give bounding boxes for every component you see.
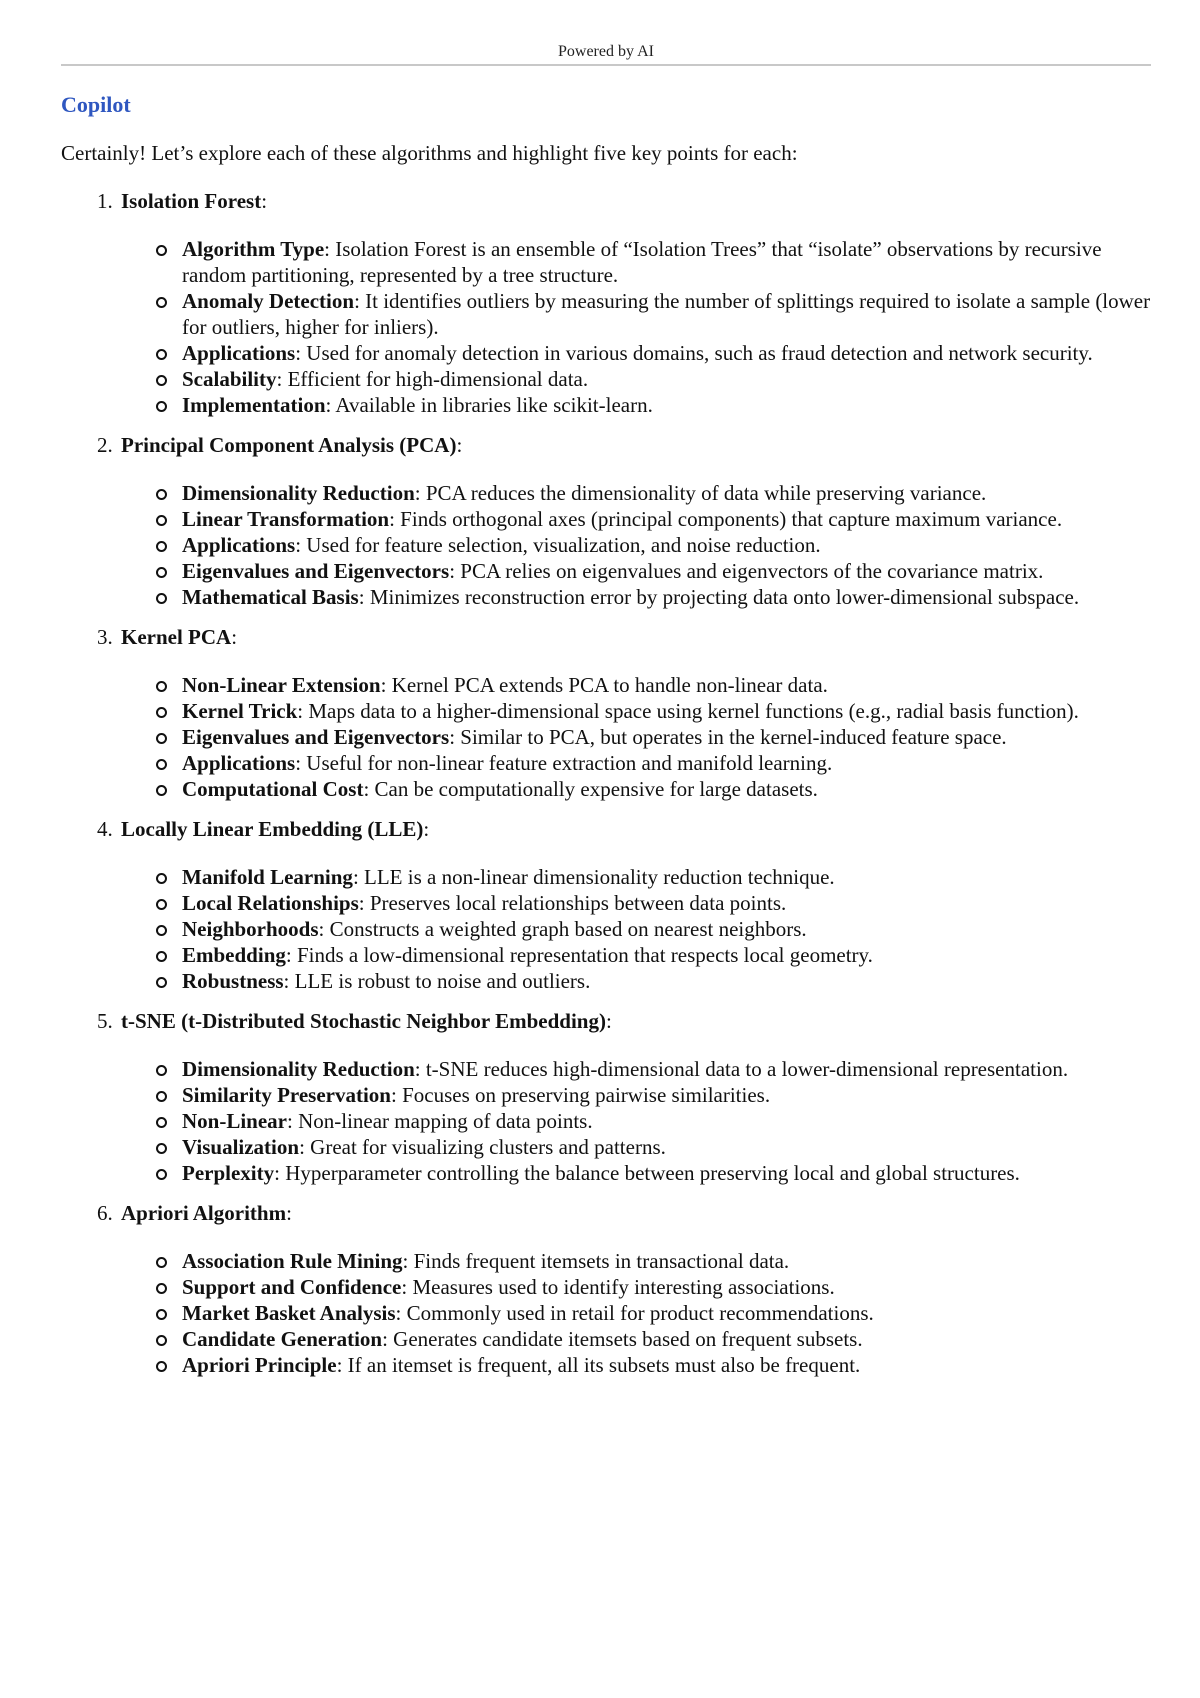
key-point-item xyxy=(182,340,1151,366)
algorithm-suffix: : xyxy=(423,817,430,841)
key-point-item xyxy=(182,532,1151,558)
key-point-item xyxy=(182,236,1151,288)
key-point-item xyxy=(182,890,1151,916)
header-divider xyxy=(61,64,1151,66)
algorithm-list xyxy=(61,188,1151,1378)
key-point-item xyxy=(182,584,1151,610)
key-point-description: : Can be computationally expensive for large datasets. xyxy=(363,777,818,801)
key-point-description: : Constructs a weighted graph based on nearest neighbors. xyxy=(318,917,807,941)
circle-bullet-icon xyxy=(156,759,167,770)
key-point-item xyxy=(182,942,1151,968)
algorithm-item xyxy=(61,432,1151,610)
algorithm-suffix: : xyxy=(261,189,268,213)
key-point-term: Kernel Trick xyxy=(182,699,298,723)
circle-bullet-icon xyxy=(156,1091,167,1102)
key-point-description: : Maps data to a higher-dimensional space using kernel functions (e.g., radial basis function). xyxy=(297,699,1079,723)
algorithm-suffix: : xyxy=(456,433,463,457)
algorithm-item xyxy=(61,624,1151,802)
algorithm-number: 3. xyxy=(97,625,113,649)
key-point-item xyxy=(182,1300,1151,1326)
key-point-term: Applications xyxy=(182,751,296,775)
key-point-term: Perplexity xyxy=(182,1161,275,1185)
key-point-item xyxy=(182,1082,1151,1108)
algorithm-name: Locally Linear Embedding (LLE) xyxy=(121,817,424,841)
circle-bullet-icon xyxy=(156,593,167,604)
key-point-term: Anomaly Detection xyxy=(182,289,355,313)
key-point-term: Applications xyxy=(182,341,296,365)
circle-bullet-icon xyxy=(156,707,167,718)
key-point-description: : LLE is robust to noise and outliers. xyxy=(283,969,591,993)
key-points-list xyxy=(61,1056,1151,1186)
circle-bullet-icon xyxy=(156,541,167,552)
key-point-term: Computational Cost xyxy=(182,777,364,801)
key-point-description: : Used for anomaly detection in various domains, such as fraud detection and network security. xyxy=(295,341,1093,365)
key-point-description: : Generates candidate itemsets based on frequent subsets. xyxy=(382,1327,863,1351)
key-point-item xyxy=(182,1160,1151,1186)
circle-bullet-icon xyxy=(156,567,167,578)
circle-bullet-icon xyxy=(156,733,167,744)
algorithm-suffix: : xyxy=(605,1009,612,1033)
algorithm-heading xyxy=(61,1008,1151,1034)
key-point-term: Visualization xyxy=(182,1135,300,1159)
key-point-item xyxy=(182,698,1151,724)
key-point-term: Support and Confidence xyxy=(182,1275,402,1299)
key-point-item xyxy=(182,968,1151,994)
key-point-description: : Measures used to identify interesting associations. xyxy=(401,1275,835,1299)
key-point-item xyxy=(182,1248,1151,1274)
key-point-term: Non-Linear Extension xyxy=(182,673,381,697)
algorithm-suffix: : xyxy=(286,1201,292,1225)
key-point-item xyxy=(182,864,1151,890)
key-point-description: : Efficient for high-dimensional data. xyxy=(276,367,589,391)
key-point-term: Scalability xyxy=(182,367,277,391)
key-point-term: Robustness xyxy=(182,969,284,993)
circle-bullet-icon xyxy=(156,1117,167,1128)
circle-bullet-icon xyxy=(156,297,167,308)
circle-bullet-icon xyxy=(156,245,167,256)
algorithm-item xyxy=(61,188,1151,418)
key-point-description: : Finds a low-dimensional representation that respects local geometry. xyxy=(285,943,873,967)
key-point-description: : If an itemset is frequent, all its subsets must also be frequent. xyxy=(336,1353,861,1377)
key-point-description: : PCA relies on eigenvalues and eigenvectors of the covariance matrix. xyxy=(449,559,1044,583)
key-point-item xyxy=(182,750,1151,776)
key-points-list xyxy=(61,864,1151,994)
key-point-description: : Useful for non-linear feature extraction and manifold learning. xyxy=(295,751,833,775)
circle-bullet-icon xyxy=(156,1143,167,1154)
algorithm-item xyxy=(61,816,1151,994)
key-point-term: Dimensionality Reduction xyxy=(182,1057,415,1081)
key-point-description: : Kernel PCA extends PCA to handle non-linear data. xyxy=(380,673,828,697)
algorithm-number: 1. xyxy=(97,189,113,213)
key-point-description: : Available in libraries like scikit-learn. xyxy=(325,393,653,417)
key-point-term: Candidate Generation xyxy=(182,1327,383,1351)
key-point-item xyxy=(182,1056,1151,1082)
circle-bullet-icon xyxy=(156,681,167,692)
circle-bullet-icon xyxy=(156,375,167,386)
document-page xyxy=(61,0,1151,1392)
key-point-term: Mathematical Basis xyxy=(182,585,359,609)
algorithm-heading xyxy=(61,624,1151,650)
algorithm-heading xyxy=(61,432,1151,458)
circle-bullet-icon xyxy=(156,1065,167,1076)
key-point-item xyxy=(182,392,1151,418)
circle-bullet-icon xyxy=(156,785,167,796)
algorithm-name: t-SNE (t-Distributed Stochastic Neighbor Embedding) xyxy=(121,1009,606,1033)
key-point-item xyxy=(182,480,1151,506)
key-point-description: : It identifies outliers by measuring the number of splittings required to isolate a sample (lower for outliers, higher for inliers). xyxy=(182,289,1151,339)
key-points-list xyxy=(61,1248,1151,1378)
key-point-term: Local Relationships xyxy=(182,891,359,915)
key-point-description: : PCA reduces the dimensionality of data while preserving variance. xyxy=(414,481,987,505)
circle-bullet-icon xyxy=(156,899,167,910)
key-point-term: Manifold Learning xyxy=(182,865,353,889)
key-point-term: Apriori Principle xyxy=(182,1353,337,1377)
key-points-list xyxy=(61,672,1151,802)
key-point-item xyxy=(182,558,1151,584)
key-point-item xyxy=(182,916,1151,942)
page-header: Powered by AI xyxy=(558,43,654,60)
key-point-description: : Hyperparameter controlling the balance between preserving local and global structures. xyxy=(274,1161,1020,1185)
key-point-term: Algorithm Type xyxy=(182,237,325,261)
key-point-term: Embedding xyxy=(182,943,286,967)
key-point-item xyxy=(182,1134,1151,1160)
key-point-item xyxy=(182,724,1151,750)
circle-bullet-icon xyxy=(156,1169,167,1180)
key-point-item xyxy=(182,776,1151,802)
algorithm-name: Apriori Algorithm xyxy=(121,1201,287,1225)
algorithm-number: 5. xyxy=(97,1009,113,1033)
algorithm-name: Kernel PCA xyxy=(121,625,232,649)
circle-bullet-icon xyxy=(156,951,167,962)
key-point-term: Linear Transformation xyxy=(182,507,390,531)
key-point-description: : Preserves local relationships between data points. xyxy=(358,891,787,915)
key-points-list xyxy=(61,480,1151,610)
algorithm-number: 6. xyxy=(97,1201,113,1225)
circle-bullet-icon xyxy=(156,515,167,526)
key-point-term: Association Rule Mining xyxy=(182,1249,403,1273)
key-point-description: : Finds frequent itemsets in transactional data. xyxy=(402,1249,790,1273)
key-point-term: Similarity Preservation xyxy=(182,1083,391,1107)
circle-bullet-icon xyxy=(156,1283,167,1294)
algorithm-name: Principal Component Analysis (PCA) xyxy=(121,433,457,457)
circle-bullet-icon xyxy=(156,401,167,412)
circle-bullet-icon xyxy=(156,1361,167,1372)
key-points-list xyxy=(61,236,1151,418)
key-point-item xyxy=(182,506,1151,532)
key-point-item xyxy=(182,1326,1151,1352)
key-point-term: Implementation xyxy=(182,393,326,417)
circle-bullet-icon xyxy=(156,1309,167,1320)
key-point-term: Neighborhoods xyxy=(182,917,319,941)
circle-bullet-icon xyxy=(156,1257,167,1268)
circle-bullet-icon xyxy=(156,489,167,500)
key-point-term: Eigenvalues and Eigenvectors xyxy=(182,559,450,583)
key-point-description: : Commonly used in retail for product recommendations. xyxy=(395,1301,874,1325)
key-point-description: : Similar to PCA, but operates in the kernel-induced feature space. xyxy=(449,725,1007,749)
key-point-description: : Finds orthogonal axes (principal components) that capture maximum variance. xyxy=(389,507,1063,531)
key-point-term: Dimensionality Reduction xyxy=(182,481,415,505)
algorithm-item xyxy=(61,1008,1151,1186)
key-point-item xyxy=(182,1108,1151,1134)
algorithm-item xyxy=(61,1200,1151,1378)
assistant-name-heading: Copilot xyxy=(61,92,131,117)
circle-bullet-icon xyxy=(156,873,167,884)
circle-bullet-icon xyxy=(156,349,167,360)
algorithm-heading xyxy=(61,816,1151,842)
algorithm-number: 4. xyxy=(97,817,113,841)
key-point-item xyxy=(182,672,1151,698)
key-point-term: Market Basket Analysis xyxy=(182,1301,396,1325)
algorithm-number: 2. xyxy=(97,433,113,457)
key-point-item xyxy=(182,288,1151,340)
key-point-item xyxy=(182,1352,1151,1378)
intro-paragraph: Certainly! Let’s explore each of these algorithms and highlight five key points for each: xyxy=(61,141,798,165)
key-point-term: Eigenvalues and Eigenvectors xyxy=(182,725,450,749)
key-point-description: : Isolation Forest is an ensemble of “Isolation Trees” that “isolate” observations by recursive random partitioning, represented by a tree structure. xyxy=(182,237,1102,287)
key-point-description: : t-SNE reduces high-dimensional data to a lower-dimensional representation. xyxy=(414,1057,1069,1081)
circle-bullet-icon xyxy=(156,925,167,936)
key-point-item xyxy=(182,366,1151,392)
key-point-description: : Focuses on preserving pairwise similarities. xyxy=(391,1083,771,1107)
algorithm-suffix: : xyxy=(231,625,238,649)
algorithm-heading xyxy=(61,188,1151,214)
key-point-description: : Used for feature selection, visualization, and noise reduction. xyxy=(295,533,821,557)
key-point-term: Applications xyxy=(182,533,296,557)
key-point-description: : Minimizes reconstruction error by projecting data onto lower-dimensional subspace. xyxy=(358,585,1080,609)
key-point-description: : Non-linear mapping of data points. xyxy=(287,1109,593,1133)
key-point-description: : Great for visualizing clusters and patterns. xyxy=(299,1135,666,1159)
key-point-description: : LLE is a non-linear dimensionality reduction technique. xyxy=(352,865,835,889)
key-point-item xyxy=(182,1274,1151,1300)
circle-bullet-icon xyxy=(156,1335,167,1346)
key-point-term: Non-Linear xyxy=(182,1109,287,1133)
circle-bullet-icon xyxy=(156,977,167,988)
algorithm-name: Isolation Forest xyxy=(121,189,262,213)
algorithm-heading xyxy=(61,1200,1151,1226)
